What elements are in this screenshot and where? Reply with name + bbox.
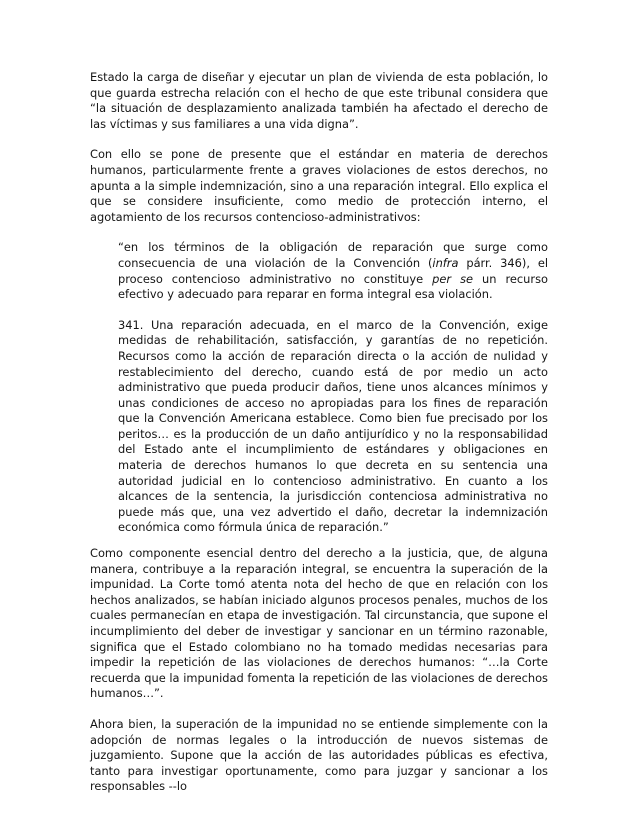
quote-text-after-infra: párr. 346), el proceso contencioso administrativo no constituye [118,255,548,286]
paragraph-impunidad: Como componente esencial dentro del derecho a la justicia, que, de alguna manera, contribuye a la reparación integral, se encuentra la superación de la impunidad. La Corte tomó atenta nota del hecho de que en relación con los hechos analizados, se habían iniciado algunos procesos penales, muchos de los cuales permanecían en etapa de investigación. Tal circunstancia, que supone el incumplimiento del deber de investigar y sancionar en un término razonable, significa que el Estado colombiano no ha tomado medidas necesarias para impedir la repetición de las violaciones de derechos humanos: “…la Corte recuerda que la impunidad fomenta la repetición de las violaciones de derechos humanos…”. [90,546,548,701]
document-page [90,70,548,795]
quote-italic-infra: infra [432,255,459,270]
quote-text-after-per-se: un recurso efectivo y adecuado para reparar en forma integral esa violación. [118,271,548,302]
paragraph-estandar-derechos-humanos: Con ello se pone de presente que el estándar en materia de derechos humanos, particularmente frente a graves violaciones de estos derechos, no apunta a la simple indemnización, sino a una reparación integral. Ello explica el que se considere insuficiente, como medio de protección interno, el agotamiento de los recursos contencioso-administrativos: [90,147,548,224]
paragraph-vivienda: Estado la carga de diseñar y ejecutar un plan de vivienda de esta población, lo que guarda estrecha relación con el hecho de que este tribunal considera que “la situación de desplazamiento analizada también ha afectado el derecho de las víctimas y sus familiares a una vida digna”. [90,70,548,131]
quote-paragraph-contencioso [118,240,548,302]
quote-italic-per-se: per se [432,271,474,286]
paragraph-superacion-impunidad: Ahora bien, la superación de la impunidad no se entiende simplemente con la adopción de normas legales o la introducción de nuevos sistemas de juzgamiento. Supone que la acción de las autoridades públicas es efectiva, tanto para investigar oportunamente, como para juzgar y sancionar a los responsables --lo [90,716,548,794]
quote-paragraph-341: 341. Una reparación adecuada, en el marco de la Convención, exige medidas de rehabilitación, satisfacción, y garantías de no repetición. Recursos como la acción de reparación directa o la acción de nulidad y restablecimiento del derecho, cuando está de por medio un acto administrativo que pueda producir daños, tiene unos alcances mínimos y unas condiciones de acceso no apropiadas para los fines de reparación que la Convención Americana establece. Como bien fue precisado por los peritos… es la producción de un daño antijurídico y no la responsabilidad del Estado ante el incumplimiento de estándares y obligaciones en materia de derechos humanos lo que decreta en su sentencia una autoridad judicial en lo contencioso administrativo. En cuanto a los alcances de la sentencia, la jurisdicción contenciosa administrativa no puede más que, una vez advertido el daño, decretar la indemnización económica como fórmula única de reparación.” [118,317,548,535]
block-quote [118,240,548,536]
quote-text-before-infra: “en los términos de la obligación de reparación que surge como consecuencia de una violación de la Convención ( [118,240,548,270]
